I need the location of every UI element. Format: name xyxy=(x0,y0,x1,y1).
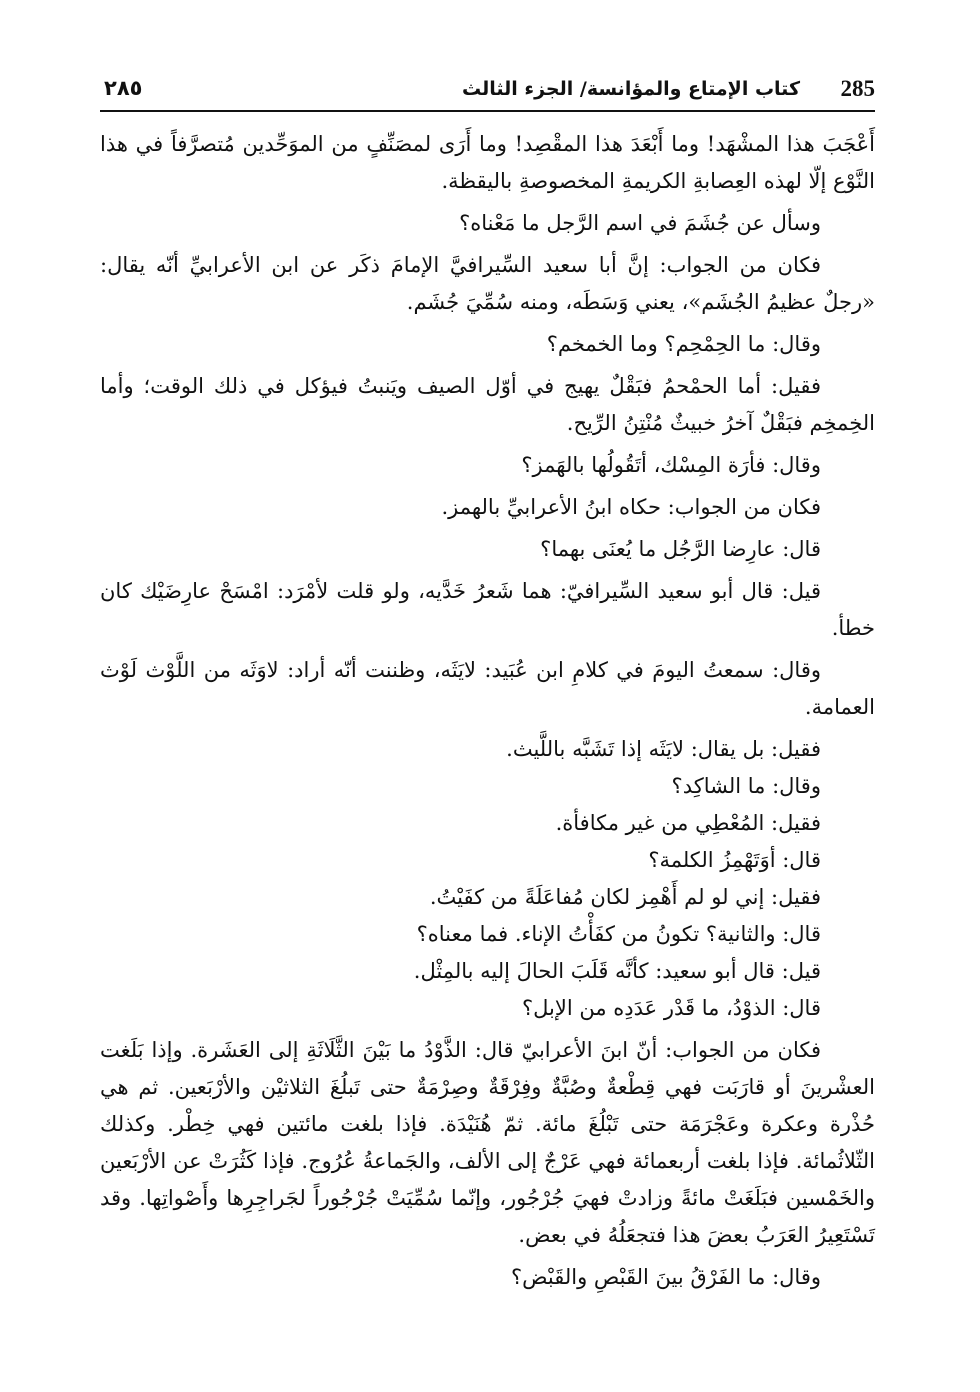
paragraph: أَعْجَبَ هذا المشْهَد! وما أَبْعَدَ هذا المقْصِد! وما أَرَى لمصَنِّفٍ من الموَحِّدين مُتصرَّفاً في هذا النَّوْع إلّا لهذه العِصابةِ الكريمةِ المخصوصةِ باليقظة. xyxy=(100,132,875,193)
page-number-latin: 285 xyxy=(840,76,875,101)
page-header xyxy=(100,70,875,112)
paragraph: قال: عارِضا الرَّجُل ما يُعنَى بهما؟ xyxy=(540,537,821,561)
paragraph: وسأل عن جُشَمَ في اسم الرَّجل ما مَعْناه؟ xyxy=(459,211,821,235)
paragraph: وقال: سمعتُ اليومَ في كلامِ ابن عُبَيد: لايَثَه، وظننت أنّه أراد: لاوَثَه من اللَّوْث لَوْث العمامة. xyxy=(100,658,875,719)
paragraph: قال: أوَتَهْمِزُ الكلمة؟ xyxy=(648,848,821,872)
paragraph: فقيل: بل يقال: لايَثَه إذا تَشَبَّه باللَّيث. xyxy=(506,737,821,761)
paragraph: فقيل: إني لو لم أَهْمِز لكان مُفاعَلَةً من كفَيْتُ. xyxy=(429,885,821,909)
paragraph: قال: الذوْدُ، ما قَدْر عَدَدِه من الإبل؟ xyxy=(521,996,821,1020)
paragraph: قيل: قال أبو سعيد: كأنَّه قَلَبَ الحالَ إليه بالمِثْل. xyxy=(413,959,821,983)
paragraph: فكان من الجواب: إنَّ أبا سعيد السِّيرافيَّ الإمامَ ذكَر عن ابن الأعرابيِّ أنّه يقال: «رجلٌ عظيمُ الجُشَم»، يعني وَسَطَه، ومنه سُمِّيَ جُشَم. xyxy=(100,253,875,314)
paragraph: فكان من الجواب: أنّ ابنَ الأعرابيّ قال: الذَّوْدُ ما بَيْنَ الثَّلَاثَةِ إلى العَشَرة. وإذا بَلَغت العشْرينَ أو قارَبَت فهي قِطْعةٌ وصُبَّةٌ وفِرْقَةٌ وصِرْمَةٌ حتى تَبلُغَ الثلاثيْن والأرْبَعين. ثم هي حُذْرة وعكرة وعَجْرَمَة حتى تَبْلُغَ مائة. ثمّ هُنَيْدَة. فإذا بلغت مائتين فهي خِطْر. وكذلك الثّلاثُمائة. فإذا بلغت أربعمائة فهي عَرْجٌ إلى الألف، والجَماعةُ عُرُوج. فإذا كَثُرَتْ عن الأرْبَعين والخَمْسين فبَلَغَتْ مائةً وزادتْ فهيَ جُرْجُور، وإنّما سُمِّيَتْ جُرْجُوراً لجَراجِرِها وأَصْواتِها. وقد تَسْتَعِيرُ العَرَبُ بعضَ هذا فتجعَلُهُ في بعض. xyxy=(100,1038,875,1247)
paragraph: فقيل: المُعْطِي من غير مكافأة. xyxy=(555,811,821,835)
paragraph: وقال: فأرَة المِسْك، أتَقُولُها بالهَمز؟ xyxy=(521,453,821,477)
running-title: كتاب الإمتاع والمؤانسة/ الجزء الثالث xyxy=(462,78,800,100)
page-number-arabic: ٢٨٥ xyxy=(104,76,143,100)
paragraph: وقال: ما الفَرْقُ بينَ القَبْصِ والقَبْض؟ xyxy=(511,1265,821,1289)
paragraph: وقال: ما الحِمْحِم؟ وما الخمخم؟ xyxy=(546,332,821,356)
paragraph: فقيل: أما الحمْحمُ فبَقْلٌ يهيج في أوّل الصيف ويَنبتُ فيؤكل في ذلك الوقت؛ وأما الخِمخِم فبَقْلٌ آخرُ خبيثٌ مُنْتِنُ الرِّيح. xyxy=(100,374,875,435)
paragraph: قيل: قال أبو سعيد السِّيرافيّ: هما شَعرُ خَدَّيه، ولو قلت لأمْرَد: امْسَحْ عارِضَيْك كان خطأ. xyxy=(100,579,875,640)
paragraph: فكان من الجواب: حكاه ابنُ الأعرابيِّ بالهمز. xyxy=(441,495,821,519)
page-body xyxy=(100,126,875,1301)
paragraph: وقال: ما الشاكِد؟ xyxy=(671,774,821,798)
paragraph: قال: والثانية؟ تكونُ من كفَأْتُ الإناء. فما معناه؟ xyxy=(416,922,821,946)
